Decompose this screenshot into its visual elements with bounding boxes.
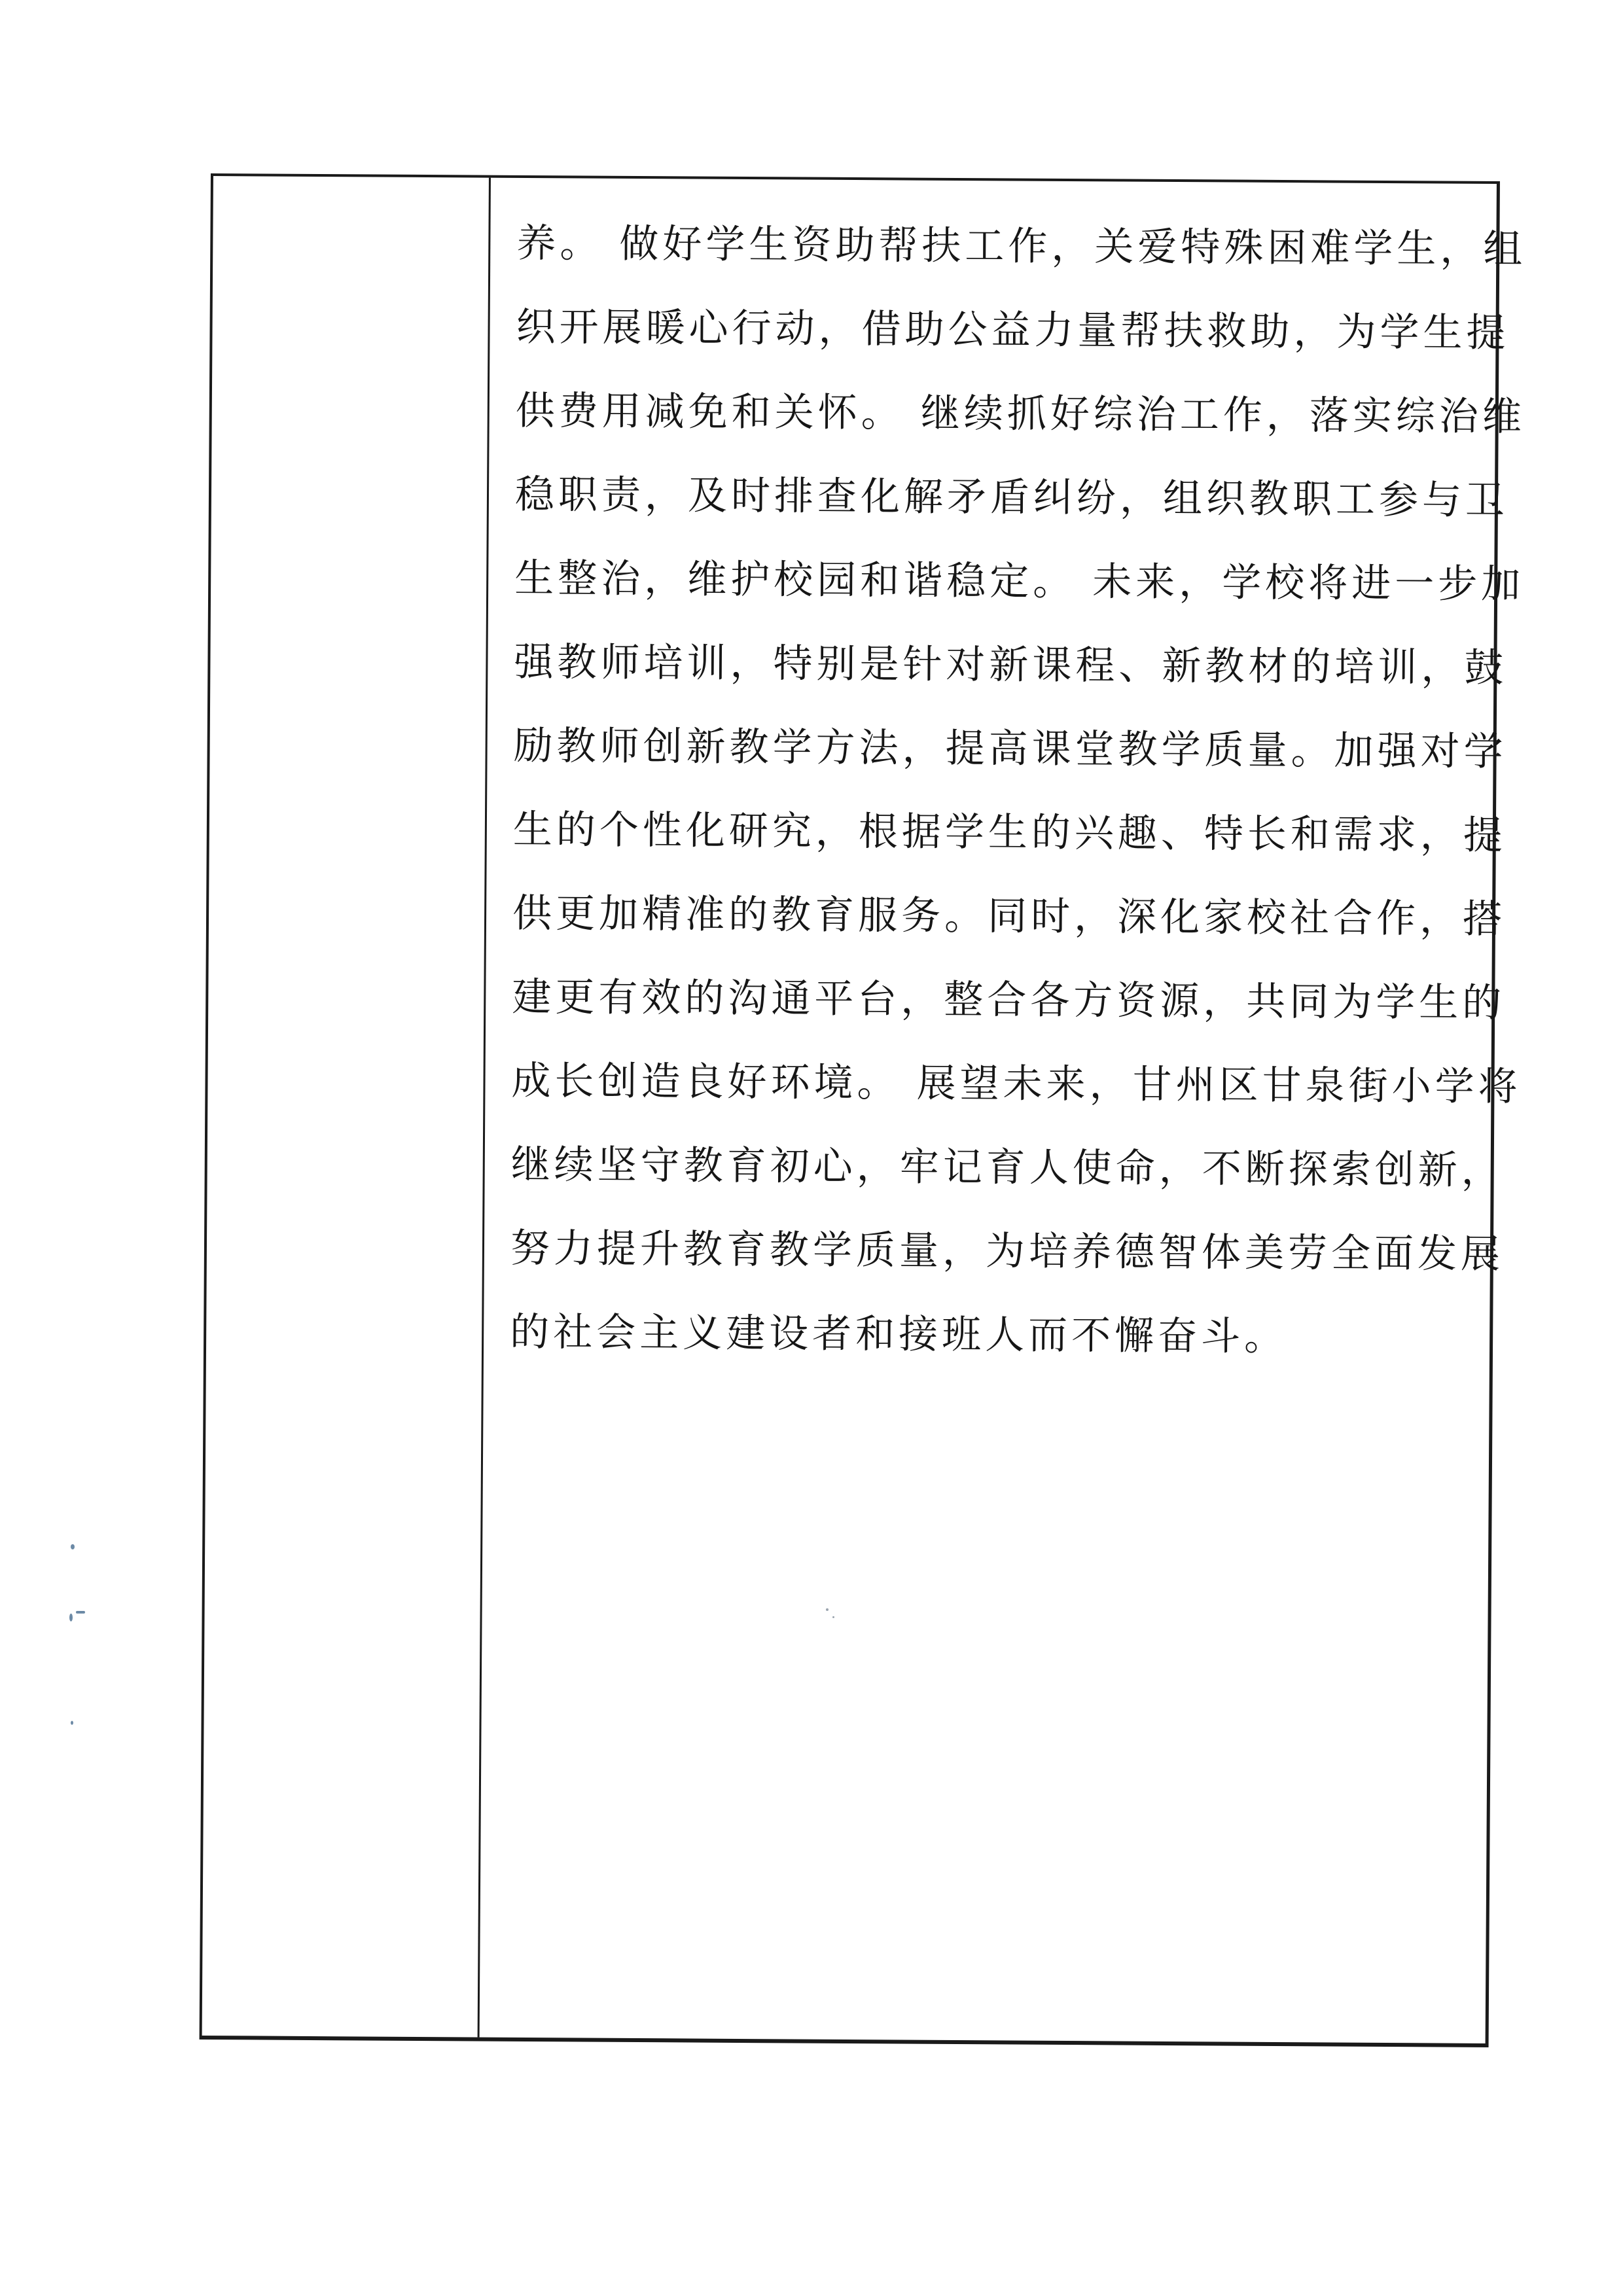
- table-right-cell: [480, 178, 1527, 2043]
- text-line: 成长创造良好环境。 展望未来，甘州区甘泉街小学将: [511, 1057, 1522, 1110]
- text-line: 稳职责，及时排查化解矛盾纠纷，组织教职工参与卫: [514, 471, 1509, 524]
- scan-speck: [832, 1616, 834, 1618]
- text-line: 生的个性化研究，根据学生的兴趣、特长和需求，提: [512, 806, 1507, 859]
- text-line: 供费用减免和关怀。 继续抓好综治工作，落实综治维: [515, 387, 1526, 440]
- text-line: 励教师创新教学方法，提高课堂教学质量。加强对学: [513, 722, 1507, 775]
- scan-speck: [71, 1721, 73, 1725]
- scan-speck: [826, 1608, 829, 1611]
- text-line: 养。 做好学生资助帮扶工作，关爱特殊困难学生，组: [516, 220, 1527, 273]
- text-line: 继续坚守教育初心，牢记育人使命，不断探索创新，: [510, 1141, 1505, 1194]
- scan-speck: [69, 1614, 73, 1621]
- table-left-cell: [202, 176, 491, 2038]
- scan-speck: [71, 1544, 75, 1549]
- body-text: [509, 202, 1527, 1380]
- text-line: 建更有效的沟通平台，整合各方资源，共同为学生的: [512, 974, 1506, 1027]
- text-line: 生整治，维护校园和谐稳定。 未来，学校将进一步加: [514, 555, 1525, 608]
- table-frame: [200, 173, 1527, 2047]
- text-line: 供更加精准的教育服务。同时，深化家校社合作，搭: [512, 890, 1507, 943]
- text-line: 努力提升教育教学质量，为培养德智体美劳全面发展: [510, 1225, 1505, 1278]
- text-line: 强教师培训，特别是针对新课程、新教材的培训，鼓: [514, 639, 1508, 692]
- scan-speck: [76, 1611, 85, 1614]
- text-line: 织开展暖心行动，借助公益力量帮扶救助，为学生提: [516, 304, 1510, 357]
- text-line: 的社会主义建设者和接班人而不懈奋斗。: [509, 1309, 1288, 1360]
